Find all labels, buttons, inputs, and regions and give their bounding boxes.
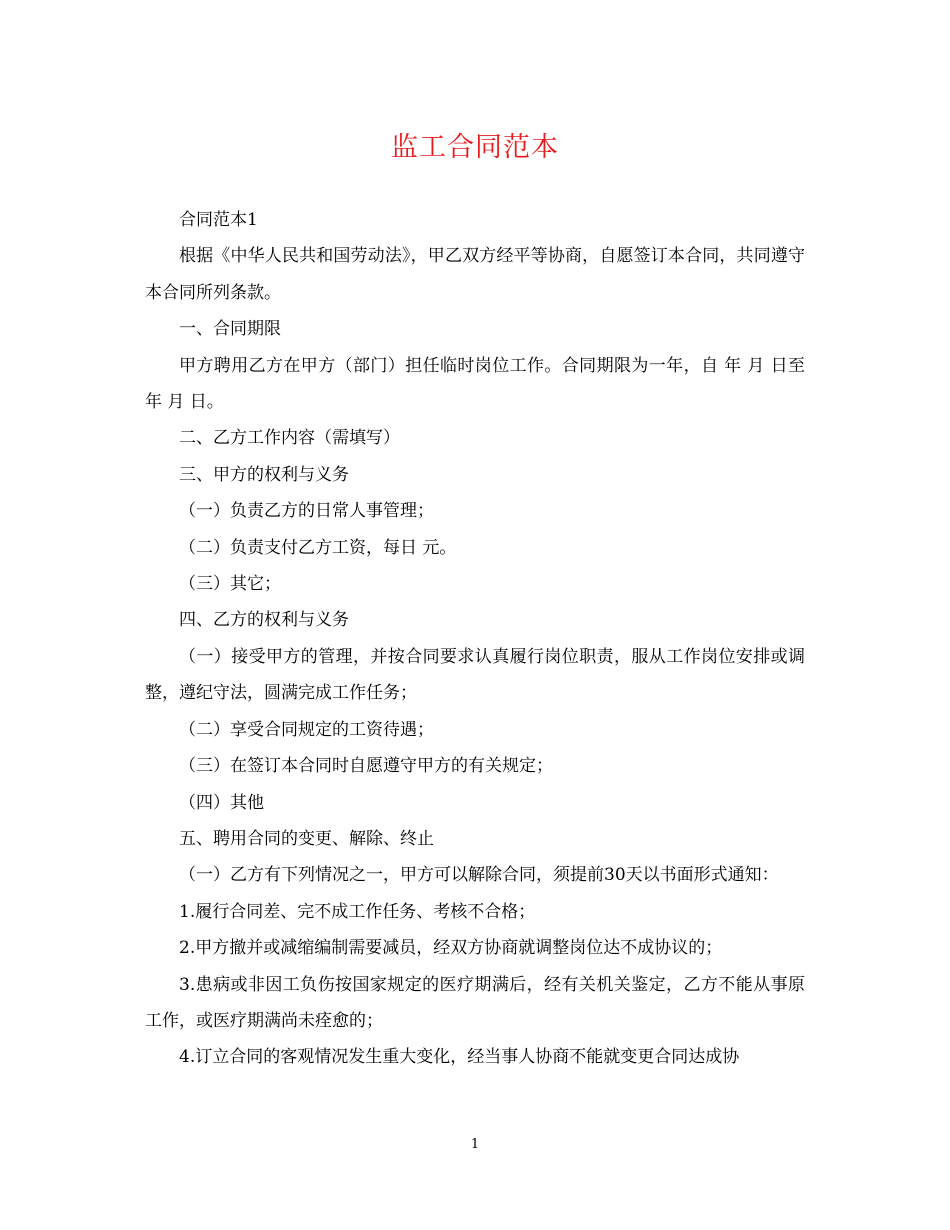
paragraph: （三）在签订本合同时自愿遵守甲方的有关规定；	[179, 756, 553, 777]
paragraph: （三）其它；	[179, 574, 281, 595]
paragraph: 四、乙方的权利与义务	[179, 610, 349, 631]
paragraph: （二）负责支付乙方工资，每日 元。	[179, 537, 457, 558]
document-body	[145, 202, 805, 1076]
paragraph: （四）其他	[179, 792, 264, 813]
paragraph: 1.履行合同差、完不成工作任务、考核不合格；	[179, 901, 536, 922]
paragraph: 甲方聘用乙方在甲方（部门）担任临时岗位工作。合同期限为一年，自 年 月 日至 年 月 日。	[145, 355, 805, 413]
page-number: 1	[470, 1137, 480, 1152]
paragraph: 根据《中华人民共和国劳动法》，甲乙双方经平等协商，自愿签订本合同，共同遵守本合同所列条款。	[145, 246, 805, 303]
paragraph: 4.订立合同的客观情况发生重大变化，经当事人协商不能就变更合同达成协	[179, 1047, 740, 1068]
paragraph: 二、乙方工作内容（需填写）	[179, 428, 400, 449]
paragraph: （一）乙方有下列情况之一，甲方可以解除合同，须提前30天以书面形式通知：	[179, 865, 779, 886]
paragraph: 2.甲方撤并或减缩编制需要减员，经双方协商就调整岗位达不成协议的；	[179, 938, 723, 959]
paragraph: （一）负责乙方的日常人事管理；	[179, 501, 434, 522]
paragraph: 三、甲方的权利与义务	[179, 464, 349, 485]
paragraph: （一）接受甲方的管理，并按合同要求认真履行岗位职责，服从工作岗位安排或调整，遵纪守法，圆满完成工作任务；	[145, 646, 805, 704]
paragraph: 3.患病或非因工负伤按国家规定的医疗期满后，经有关机关鉴定，乙方不能从事原工作，或医疗期满尚未痊愈的；	[145, 974, 805, 1031]
paragraph: 合同范本1	[179, 210, 258, 230]
paragraph: 五、聘用合同的变更、解除、终止	[179, 828, 434, 849]
paragraph: 一、合同期限	[179, 319, 281, 340]
document-title: 监工合同范本	[391, 132, 559, 163]
paragraph: （二）享受合同规定的工资待遇；	[179, 719, 434, 740]
